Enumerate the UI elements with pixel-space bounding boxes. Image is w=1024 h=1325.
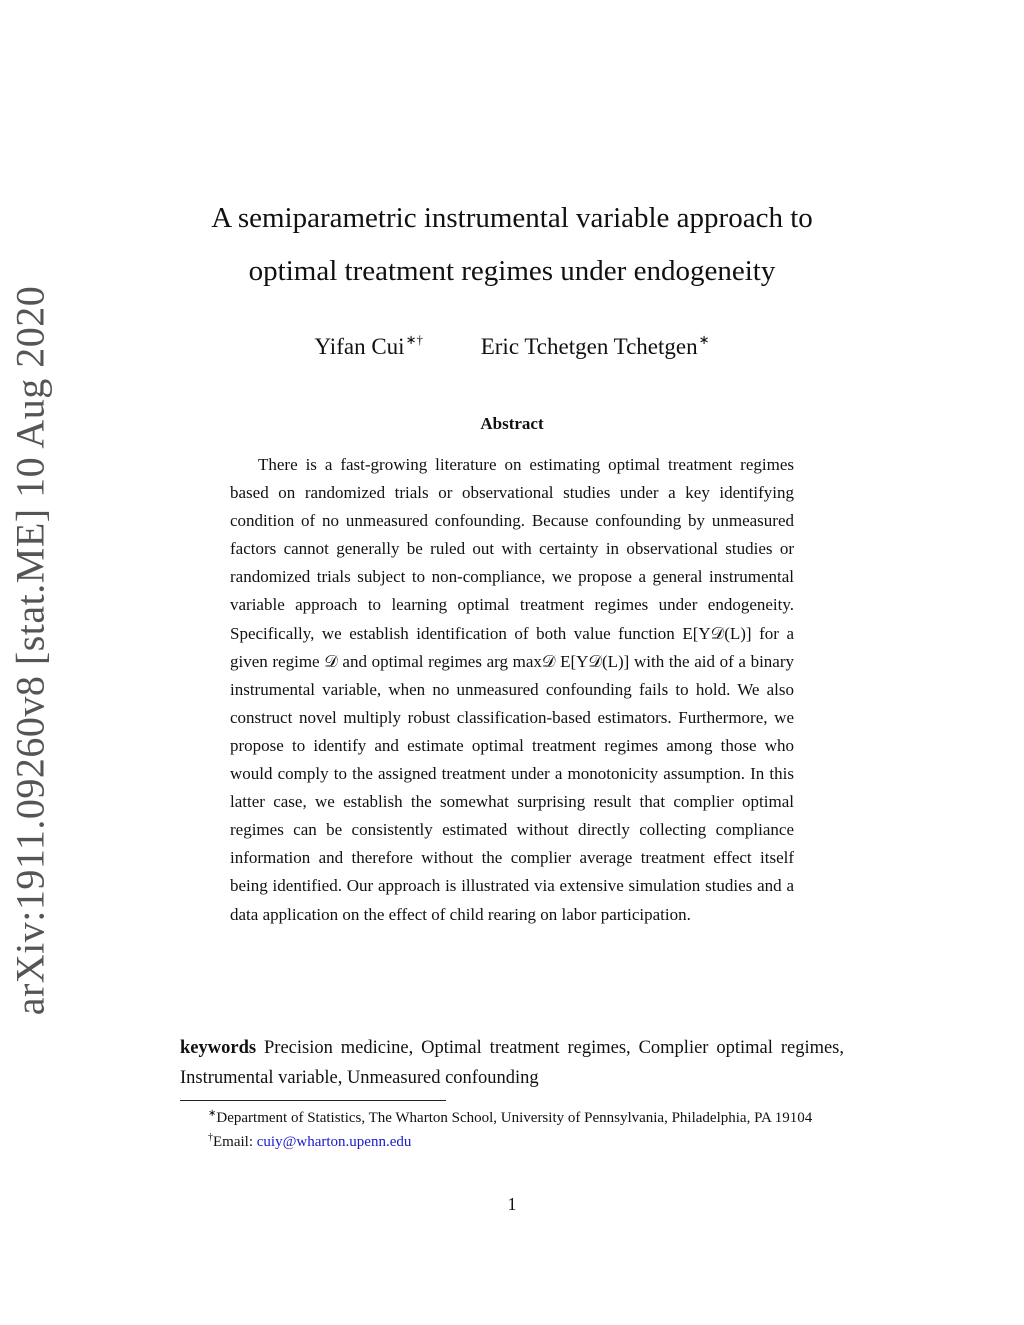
- author-1-marks: ∗†: [405, 332, 423, 347]
- paper-title: [130, 192, 894, 298]
- keywords-text: Precision medicine, Optimal treatment regimes, Complier optimal regimes, Instrumental variable, Unmeasured confounding: [180, 1038, 845, 1088]
- author-1-name: Yifan Cui: [314, 334, 405, 359]
- footnote-email-label: Email:: [213, 1134, 257, 1150]
- title-line-2: optimal treatment regimes under endogeneity: [248, 255, 776, 287]
- author-list: [130, 332, 894, 360]
- title-line-1: A semiparametric instrumental variable approach to: [211, 202, 813, 234]
- keywords-label: keywords: [180, 1038, 257, 1058]
- author-2: [481, 332, 710, 360]
- footnote-rule: [180, 1100, 446, 1101]
- abstract-heading: Abstract: [480, 414, 544, 433]
- author-1: [314, 332, 423, 360]
- arxiv-identifier-stamp: [0, 285, 60, 1015]
- keywords-section: [180, 1033, 844, 1093]
- author-2-name: Eric Tchetgen Tchetgen: [480, 334, 698, 359]
- page-number: 1: [507, 1194, 517, 1214]
- footnote-email-mark: †: [208, 1132, 213, 1143]
- footnotes: [180, 1104, 844, 1152]
- footnote-affiliation-text: Department of Statistics, The Wharton School, University of Pennsylvania, Philadelphia, PA 19104: [216, 1110, 813, 1126]
- arxiv-id-text: arXiv:1911.09260v8 [stat.ME] 10 Aug 2020: [7, 285, 53, 1015]
- footnote-affiliation-mark: ∗: [208, 1108, 217, 1119]
- author-2-marks: ∗: [698, 332, 710, 347]
- footnote-affiliation: [180, 1104, 844, 1128]
- abstract-body: There is a fast-growing literature on estimating optimal treatment regimes based on randomized trials or observational studies under a key identifying condition of no unmeasured confounding. Because confounding by unmeasured factors cannot generally be ruled out with certainty in observational studies or randomized trials subject to non-compliance, we propose a general instrumental variable approach to learning optimal treatment regimes under endogeneity. Specifically, we establish identification of both value function E[Y𝒟(L)] for a given regime 𝒟 and optimal regimes arg max𝒟 E[Y𝒟(L)] with the aid of a binary instrumental variable, when no unmeasured confounding fails to hold. We also construct novel multiply robust classification-based estimators. Furthermore, we propose to identify and estimate optimal treatment regimes among those who would comply to the assigned treatment under a monotonicity assumption. In this latter case, we establish the somewhat surprising result that complier optimal regimes can be consistently estimated without directly collecting compliance information and therefore without the complier average treatment effect itself being identified. Our approach is illustrated via extensive simulation studies and a data application on the effect of child rearing on labor participation.: [230, 455, 794, 924]
- email-link[interactable]: cuiy@wharton.upenn.edu: [256, 1134, 412, 1150]
- footnote-email: [180, 1128, 844, 1152]
